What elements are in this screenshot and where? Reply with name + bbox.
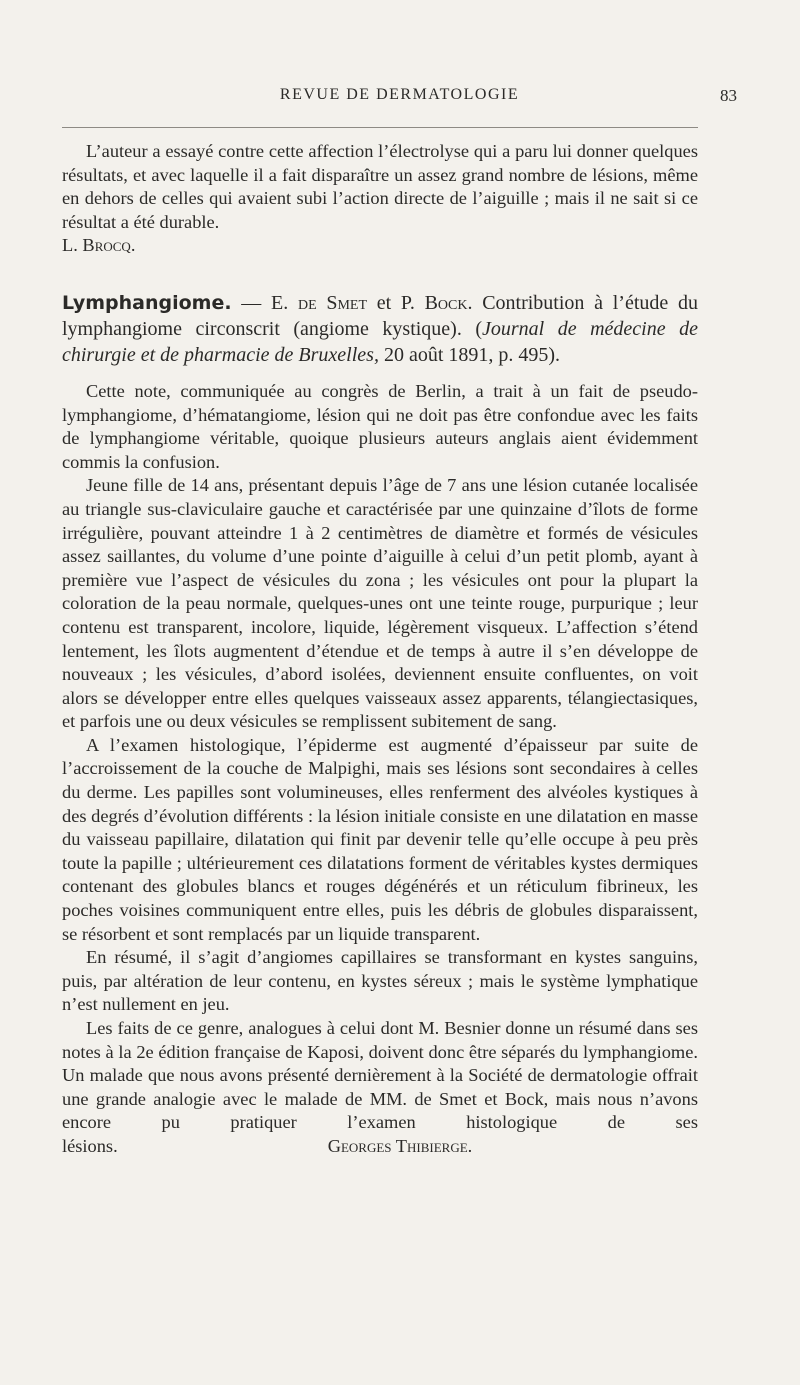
paragraph-electrolyse: L’auteur a essayé contre cette affection l’électrolyse qui a paru lui donner quelques résultats, et avec laquelle il a fait disparaître un assez grand nombre de lésions, même en dehors de celles qui avaient subi l’action directe de l’aiguille ; mais il ne sait si ce résultat a été durable. <box>62 141 698 232</box>
abstract-heading <box>62 290 698 368</box>
paragraph-histology: A l’examen histologique, l’épiderme est augmenté d’épaisseur par suite de l’accroissement de la couche de Malpighi, mais ses lésions sont secondaires à celles du derme. Les papilles sont volumineuses, elles renferment des alvéoles kystiques à des degrés d’évolution différents : la lésion initiale consiste en une dilatation en masse du vaisseau papillaire, dilatation qui finit par devenir telle qu’elle occupe à peu près toute la papille ; ultérieurement ces dilatations forment de véritables kystes dermiques contenant des globules blancs et rouges dégénérés et un réticulum fibrineux, les poches voisines communiquent entre elles, puis les débris de globules disparaissent, se résorbent et sont remplacés par un liquide transparent. <box>62 734 698 944</box>
citation-date: 20 août 1891, p. 495). <box>378 343 561 366</box>
paragraph-case: Jeune fille de 14 ans, présentant depuis l’âge de 7 ans une lésion cutanée localisée au triangle sus-claviculaire gauche et caractérisée par une quinzaine d’îlots de forme irrégulière, pouvant atteindre 1 à 2 centimètres de diamètre et formés de vésicules assez saillantes, du volume d’une pointe d’aiguille à celui d’un petit plomb, ayant à première vue l’aspect de vésicules du zona ; les vésicules ont pour la plupart la coloration de la peau normale, quelques-unes ont une teinte rouge, purpurique ; leur contenu est transparent, incolore, liquide, légèrement visqueux. L’affection s’étend lentement, les îlots augmentent d’étendue et de temps à autre il s’en développe de nouveaux ; les vésicules, d’abord isolées, deviennent ensuite confluentes, on voit alors se développer entre elles quelques vaisseaux assez apparents, télangiectasiques, et parfois une ou deux vésicules se remplissent subitement de sang. <box>62 475 698 732</box>
authors-prefix: — E. <box>231 291 298 314</box>
abstract-title: Lymphangiome. <box>62 291 232 314</box>
page-header <box>62 86 737 110</box>
author-bock: Bock <box>424 291 468 314</box>
paragraph-conclusion <box>62 1017 698 1159</box>
header-rule <box>62 127 698 128</box>
running-title: REVUE DE DERMATOLOGIE <box>279 86 520 103</box>
authors-and: et P. <box>367 291 425 314</box>
page-number: 83 <box>720 86 737 105</box>
conclusion-text: Les faits de ce genre, analogues à celui dont M. Besnier donne un résumé dans ses notes à la 2e édition française de Kaposi, doivent donc être séparés du lymphangiome. Un malade que nous avons présenté dernièrement à la Société de dermatologie offrait une grande analogie avec le malade de MM. de Smet et Bock, mais nous n’avons encore pu pratiquer l’examen histologique de ses lésions. <box>62 1018 698 1156</box>
spacer <box>62 368 698 380</box>
article-body <box>62 140 698 1159</box>
journal-citation: Journal de médecine de chirurgie et de pharmacie de Bruxelles, <box>62 317 698 366</box>
author-smet: Smet <box>316 291 368 314</box>
spacer <box>62 258 698 290</box>
author-particle: de <box>297 291 317 314</box>
paragraph-summary: En résumé, il s’agit d’angiomes capillaires se transformant en kystes sanguins, puis, par altération de leur contenu, en kystes séreux ; mais le système lymphatique n’est nullement en jeu. <box>62 947 698 1015</box>
paragraph-note: Cette note, communiquée au congrès de Berlin, a trait à un fait de pseudo-lymphangiome, d’hématangiome, lésion qui ne doit pas être confondue avec les faits de lymphangiome véritable, quoique plusieurs auteurs anglais aient évidemment commis la confusion. <box>62 380 698 472</box>
signature-thibierge: Georges Thibierge. <box>327 1135 473 1156</box>
signature-brocq: L. Brocq. <box>62 235 136 256</box>
abstract-description: . Contribution à l’étude du lymphangiome circonscrit (angiome kystique). ( <box>62 291 699 340</box>
